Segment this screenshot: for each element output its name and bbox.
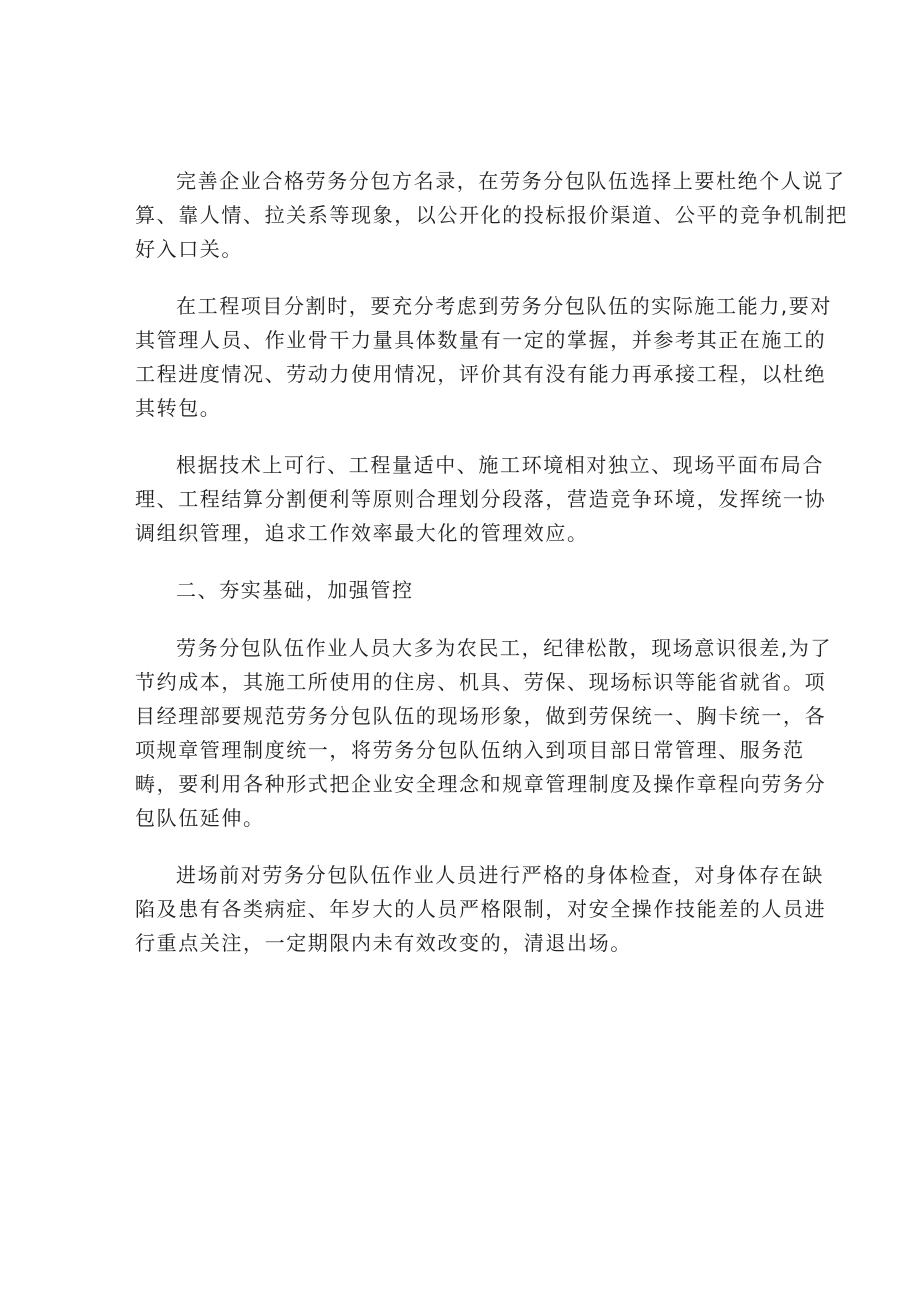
paragraph-line: 其管理人员、作业骨干力量具体数量有一定的掌握，并参考其正在施工的 [135, 328, 827, 352]
paragraph-line: 在工程项目分割时，要充分考虑到劳务分包队伍的实际施工能力,要对 [176, 294, 832, 318]
paragraph-line: 项规章管理制度统一，将劳务分包队伍纳入到项目部日常管理、服务范 [135, 738, 805, 762]
paragraph-line: 节约成本，其施工所使用的住房、机具、劳保、现场标识等能省就省。项 [135, 670, 827, 694]
document-body [135, 164, 848, 983]
paragraph-line: 行重点关注，一定期限内未有效改变的，清退出场。 [135, 931, 632, 955]
paragraph-line: 包队伍延伸。 [135, 806, 265, 830]
paragraph-line: 其转包。 [135, 396, 222, 420]
paragraph-3 [135, 448, 827, 550]
paragraph-line: 目经理部要规范劳务分包队伍的现场形象，做到劳保统一、胸卡统一，各 [135, 704, 827, 728]
paragraph-line: 理、工程结算分割便利等原则合理划分段落，营造竞争环境，发挥统一协 [135, 487, 827, 511]
paragraph-line: 根据技术上可行、工程量适中、施工环境相对独立、现场平面布局合 [176, 453, 824, 477]
paragraph-line: 工程进度情况、劳动力使用情况，评价其有没有能力再承接工程，以杜绝 [135, 362, 827, 386]
paragraph-4 [135, 631, 832, 835]
paragraph-line: 调组织管理，追求工作效率最大化的管理效应。 [135, 521, 589, 545]
paragraph-line: 进场前对劳务分包队伍作业人员进行严格的身体检查，对身体存在缺 [176, 863, 824, 887]
paragraph-line: 劳务分包队伍作业人员大多为农民工，纪律松散，现场意识很差,为了 [176, 636, 832, 660]
paragraph-line: 完善企业合格劳务分包方名录，在劳务分包队伍选择上要杜绝个人说了 [176, 169, 846, 193]
paragraph-line: 算、靠人情、拉关系等现象，以公开化的投标报价渠道、公平的竞争机制把 [135, 203, 848, 227]
paragraph-line: 好入口关。 [135, 237, 243, 261]
paragraph-line: 畴，要利用各种形式把企业安全理念和规章管理制度及操作章程向劳务分 [135, 772, 827, 796]
section-heading [135, 573, 807, 607]
paragraph-5 [135, 858, 827, 960]
paragraph-1 [135, 164, 848, 266]
paragraph-2 [135, 289, 832, 425]
paragraph-line: 陷及患有各类病症、年岁大的人员严格限制，对安全操作技能差的人员进 [135, 897, 827, 921]
section-heading-text: 二、夯实基础，加强管控 [176, 578, 414, 602]
